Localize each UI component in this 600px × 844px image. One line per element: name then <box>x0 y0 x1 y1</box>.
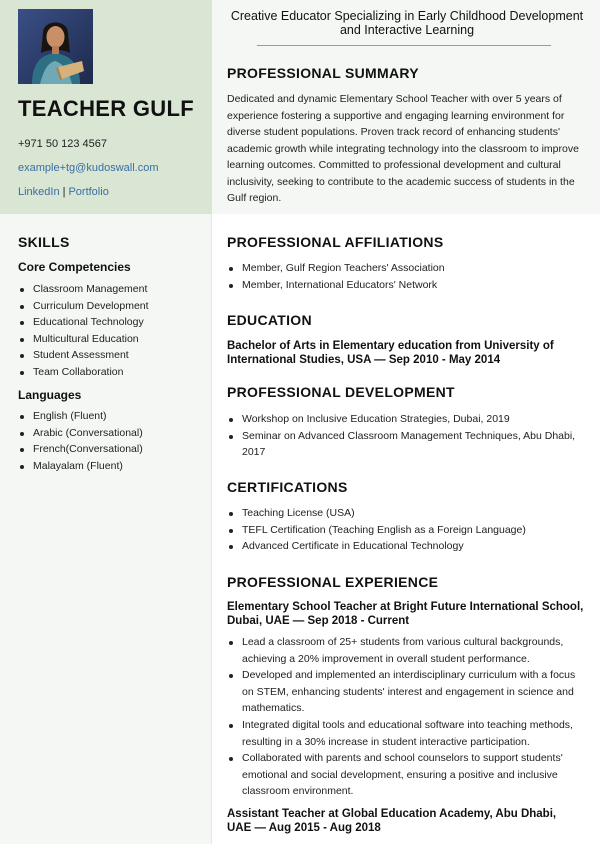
development-list <box>227 411 587 461</box>
experience-heading: PROFESSIONAL EXPERIENCE <box>227 574 439 590</box>
core-competencies-list <box>18 281 208 381</box>
list-item: Student Assessment <box>18 347 208 364</box>
profile-links <box>18 186 109 198</box>
affiliations-list <box>227 260 587 293</box>
profile-portrait-image <box>18 9 93 84</box>
list-item: English (Fluent) <box>18 408 208 425</box>
list-item: Seminar on Advanced Classroom Management Techniques, Abu Dhabi, 2017 <box>227 428 587 461</box>
summary-heading: PROFESSIONAL SUMMARY <box>227 65 419 81</box>
list-item: Integrated digital tools and educational software into teaching methods, resulting in a 30% increase in student interactive participation. <box>227 717 587 750</box>
list-item: Classroom Management <box>18 281 208 298</box>
portfolio-link[interactable]: Portfolio <box>68 186 109 198</box>
affiliations-heading: PROFESSIONAL AFFILIATIONS <box>227 234 444 250</box>
list-item: Developed and implemented an interdisciplinary curriculum with a focus on STEM, enhancing students' interest and engagement in science and mathematics. <box>227 667 587 717</box>
link-separator: | <box>62 186 66 198</box>
list-item: Lead a classroom of 25+ students from various cultural backgrounds, achieving a 20% improvement in overall student performance. <box>227 634 587 667</box>
list-item: TEFL Certification (Teaching English as a Foreign Language) <box>227 522 587 539</box>
skills-heading: SKILLS <box>18 234 70 250</box>
job-title: Elementary School Teacher at Bright Future International School, Dubai, UAE — Sep 2018 - Current <box>227 601 584 627</box>
summary-text: Dedicated and dynamic Elementary School Teacher with over 5 years of experience fostering a supportive and engaging learning environment for diverse student populations. Proven track record of enhancing students' academic growth while integrating technology into the classroom to improve learning outcomes. Committed to professional development and cultural inclusivity, seeking to contribute to the academic success of students in the Gulf region. <box>227 93 579 204</box>
list-item: Member, Gulf Region Teachers' Association <box>227 260 587 277</box>
profile-photo <box>18 9 93 84</box>
list-item: Teaching License (USA) <box>227 505 587 522</box>
list-item: Malayalam (Fluent) <box>18 458 208 475</box>
list-item: Arabic (Conversational) <box>18 425 208 442</box>
development-heading: PROFESSIONAL DEVELOPMENT <box>227 384 455 400</box>
certifications-list <box>227 505 587 555</box>
list-item: Advanced Certificate in Educational Technology <box>227 538 587 555</box>
certifications-heading: CERTIFICATIONS <box>227 479 348 495</box>
phone-number: +971 50 123 4567 <box>18 138 108 150</box>
list-item: Collaborated with parents and school counselors to support students' emotional and social development, ensuring a positive and inclusive classroom environment. <box>227 750 587 800</box>
tagline-divider <box>257 45 551 46</box>
job-title: Assistant Teacher at Global Education Academy, Abu Dhabi, UAE — Aug 2015 - Aug 2018 <box>227 808 557 834</box>
education-degree: Bachelor of Arts in Elementary education from University of International Studies, USA — Sep 2010 - May 2014 <box>227 340 554 366</box>
list-item: French(Conversational) <box>18 441 208 458</box>
languages-list <box>18 408 208 474</box>
languages-heading: Languages <box>18 388 82 402</box>
list-item: Workshop on Inclusive Education Strategies, Dubai, 2019 <box>227 411 587 428</box>
linkedin-link[interactable]: LinkedIn <box>18 186 60 198</box>
core-competencies-heading: Core Competencies <box>18 260 131 274</box>
list-item: Team Collaboration <box>18 364 208 381</box>
candidate-name: TEACHER GULF <box>18 96 194 121</box>
list-item: Educational Technology <box>18 314 208 331</box>
job-bullets <box>227 634 587 800</box>
education-heading: EDUCATION <box>227 312 312 328</box>
headline-tagline: Creative Educator Specializing in Early Childhood Development and Interactive Learning <box>230 9 584 37</box>
list-item: Member, International Educators' Network <box>227 277 587 294</box>
list-item: Multicultural Education <box>18 331 208 348</box>
email-link[interactable]: example+tg@kudoswall.com <box>18 162 159 174</box>
list-item: Curriculum Development <box>18 298 208 315</box>
